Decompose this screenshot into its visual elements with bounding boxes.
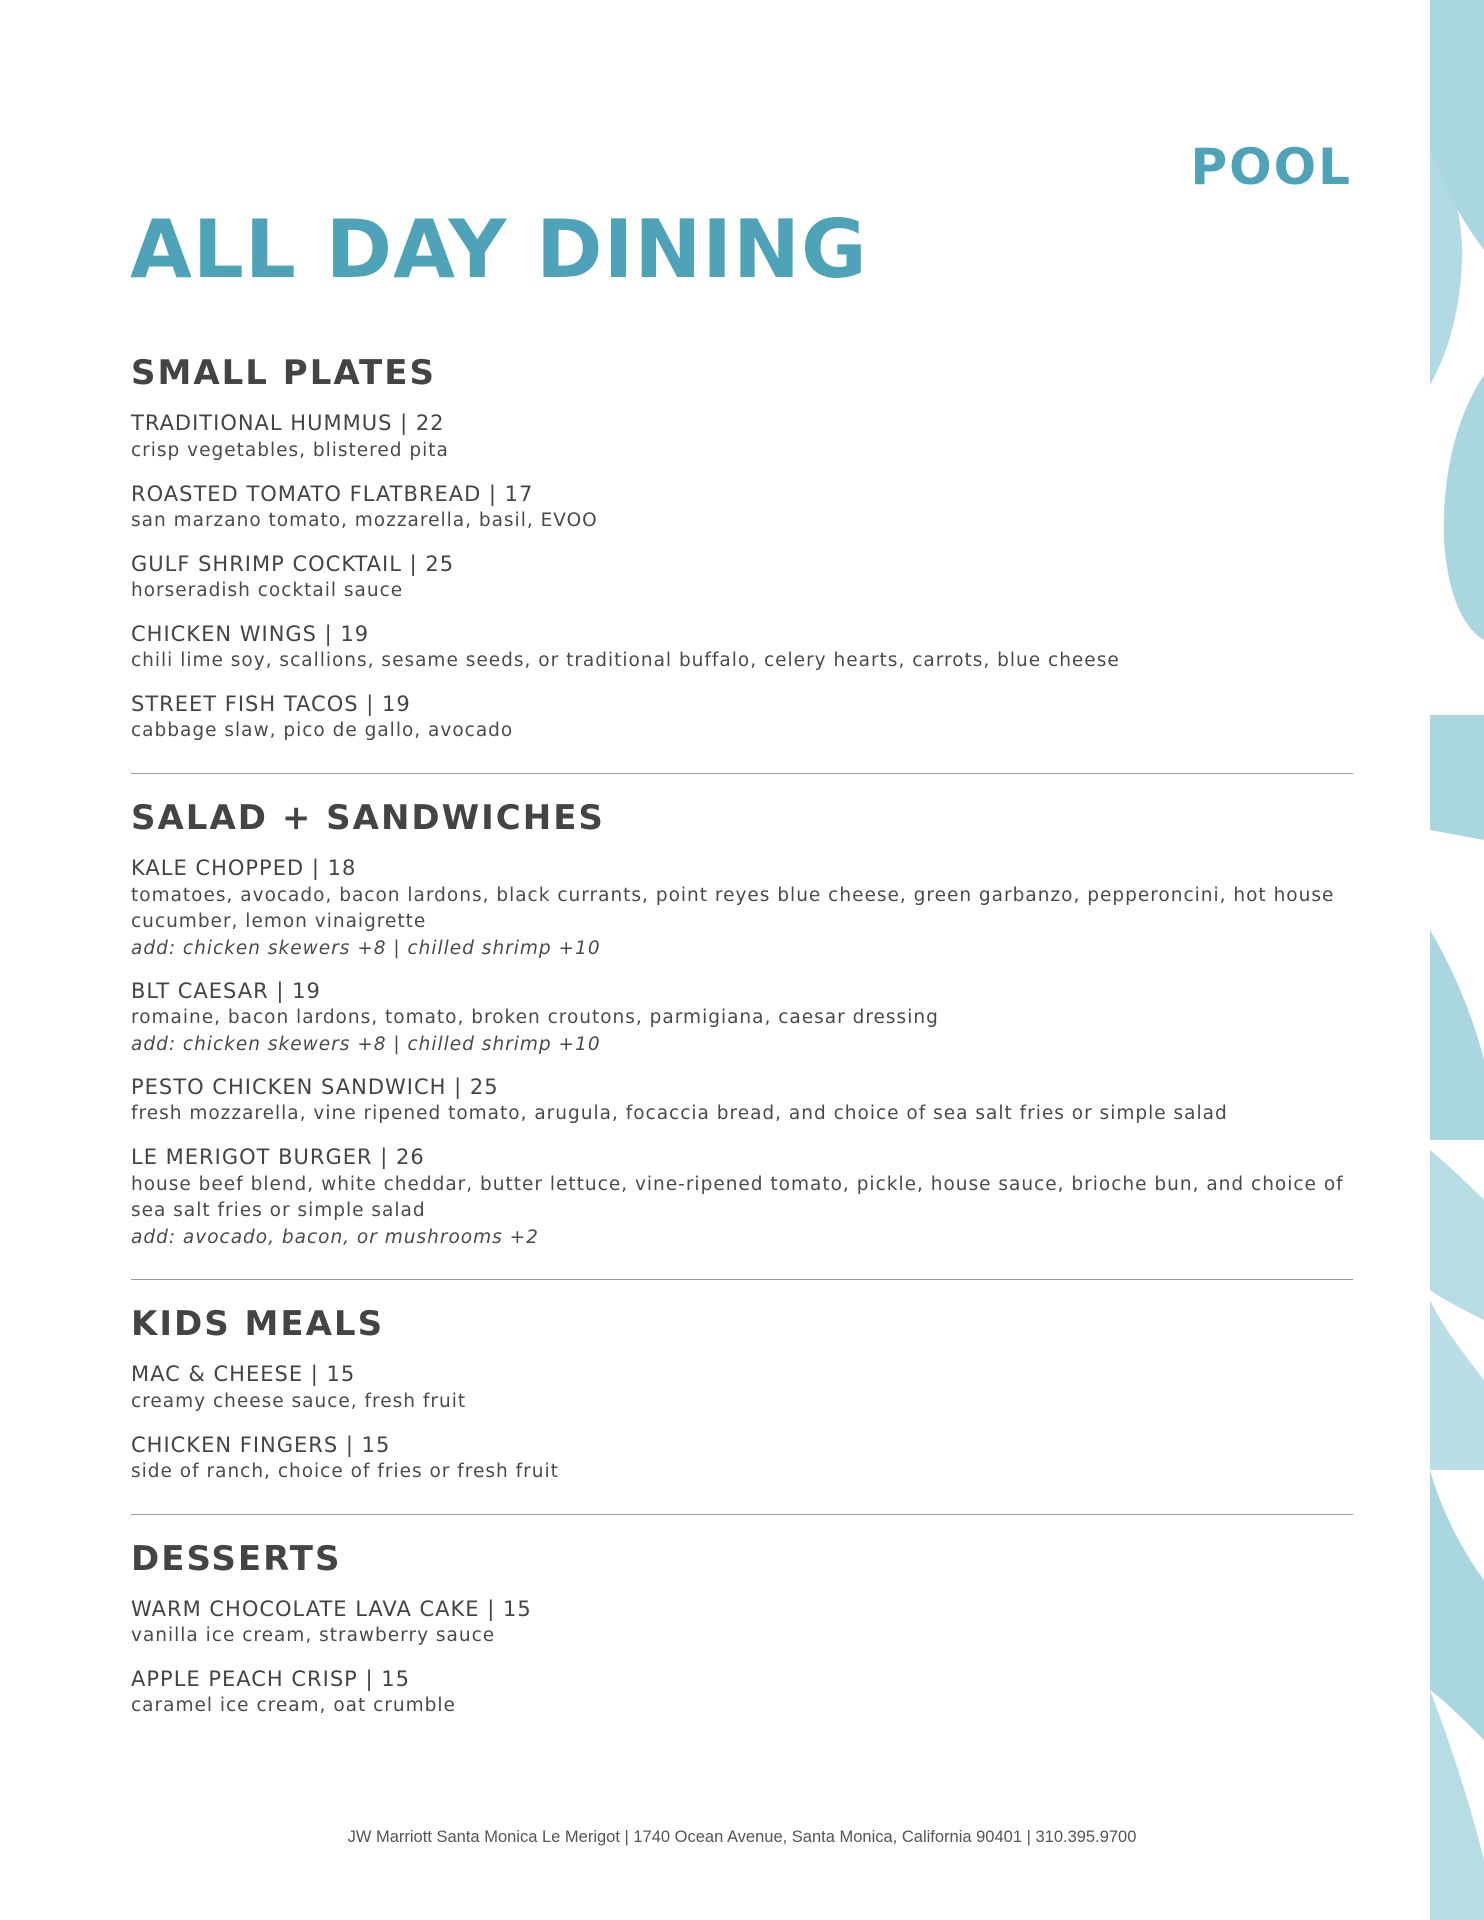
item-name: WARM CHOCOLATE LAVA CAKE | 15 <box>131 1597 532 1622</box>
item-addon: add: chicken skewers +8 | chilled shrimp +10 <box>131 938 601 960</box>
footer-address: JW Marriott Santa Monica Le Merigot | 1740 Ocean Avenue, Santa Monica, California 90401 | 310.395.9700 <box>347 1828 1137 1846</box>
menu-item <box>131 1432 1353 1486</box>
pool-label: POOL <box>1190 138 1352 196</box>
section-title: KIDS MEALS <box>131 1304 385 1345</box>
item-description: romaine, bacon lardons, tomato, broken croutons, parmigiana, caesar dressing <box>131 1007 939 1029</box>
item-name: CHICKEN FINGERS | 15 <box>131 1432 391 1457</box>
item-name: LE MERIGOT BURGER | 26 <box>131 1145 425 1170</box>
item-description: cabbage slaw, pico de gallo, avocado <box>131 720 514 742</box>
item-name: APPLE PEACH CRISP | 15 <box>131 1667 410 1692</box>
section-title: SMALL PLATES <box>131 353 436 393</box>
item-name: GULF SHRIMP COCKTAIL | 25 <box>131 551 455 576</box>
menu-item <box>131 1144 1353 1251</box>
menu-item <box>131 1666 1353 1720</box>
item-addon: add: chicken skewers +8 | chilled shrimp +10 <box>131 1034 601 1056</box>
menu-item <box>131 1596 1353 1650</box>
item-description: tomatoes, avocado, bacon lardons, black currants, point reyes blue cheese, green garbanzo, pepperoncini, hot house cucumber, lemon vinaigrette <box>131 884 1335 933</box>
item-description: san marzano tomato, mozzarella, basil, EVOO <box>131 509 598 531</box>
item-description: vanilla ice cream, strawberry sauce <box>131 1625 496 1647</box>
section-title: SALAD + SANDWICHES <box>131 797 605 838</box>
item-description: creamy cheese sauce, fresh fruit <box>131 1390 467 1412</box>
item-name: ROASTED TOMATO FLATBREAD | 17 <box>131 481 534 506</box>
item-description: fresh mozzarella, vine ripened tomato, arugula, focaccia bread, and choice of sea salt fries or simple salad <box>131 1103 1228 1125</box>
item-name: STREET FISH TACOS | 19 <box>131 691 411 716</box>
section-kids-meals <box>131 1306 1353 1515</box>
brush-stroke-decoration <box>1414 0 1484 1920</box>
menu-item <box>131 621 1353 675</box>
item-description: horseradish cocktail sauce <box>131 579 404 601</box>
menu-item <box>131 691 1353 745</box>
item-description: caramel ice cream, oat crumble <box>131 1695 456 1717</box>
menu-item <box>131 1361 1353 1415</box>
menu-item <box>131 410 1353 464</box>
menu-item <box>131 551 1353 605</box>
section-small-plates <box>131 355 1353 774</box>
menu-item <box>131 481 1353 535</box>
item-name: TRADITIONAL HUMMUS | 22 <box>131 411 445 436</box>
menu-item <box>131 978 1353 1058</box>
item-name: CHICKEN WINGS | 19 <box>131 621 370 646</box>
menu-item <box>131 1074 1353 1128</box>
item-name: KALE CHOPPED | 18 <box>131 856 357 881</box>
menu-item <box>131 855 1353 962</box>
item-description: side of ranch, choice of fries or fresh fruit <box>131 1460 559 1482</box>
item-description: crisp vegetables, blistered pita <box>131 439 449 461</box>
item-description: chili lime soy, scallions, sesame seeds, or traditional buffalo, celery hearts, carrots, blue cheese <box>131 650 1120 672</box>
section-desserts <box>131 1538 1353 1749</box>
section-salad-sandwiches <box>131 797 1353 1280</box>
item-name: MAC & CHEESE | 15 <box>131 1362 356 1387</box>
item-description: house beef blend, white cheddar, butter lettuce, vine-ripened tomato, pickle, house sauce, brioche bun, and choice of sea salt fries or simple salad <box>131 1173 1344 1222</box>
section-title: DESSERTS <box>131 1538 342 1579</box>
item-name: BLT CAESAR | 19 <box>131 979 321 1004</box>
item-addon: add: avocado, bacon, or mushrooms +2 <box>131 1227 539 1249</box>
page-title: ALL DAY DINING <box>130 203 868 296</box>
item-name: PESTO CHICKEN SANDWICH | 25 <box>131 1075 499 1100</box>
menu-content <box>131 355 1353 1748</box>
